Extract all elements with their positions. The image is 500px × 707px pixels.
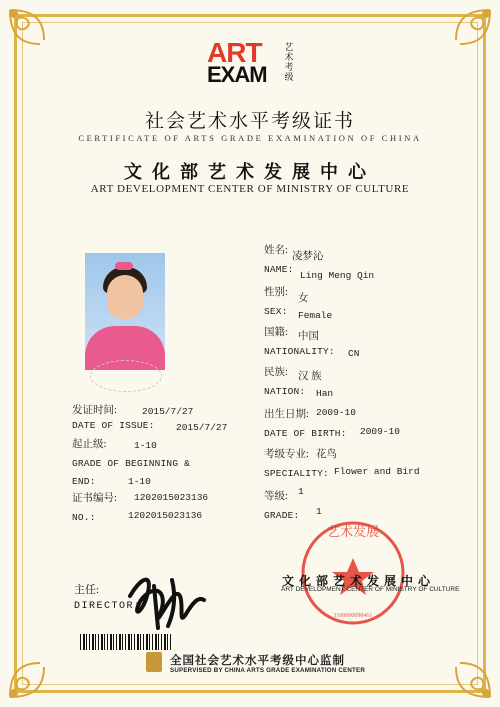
speciality-value-en: Flower and Bird bbox=[334, 466, 420, 477]
holder-photo bbox=[85, 253, 165, 370]
corner-ornament-icon bbox=[4, 633, 74, 703]
nationality-label-cn: 国籍: bbox=[264, 327, 288, 338]
logo-exam-text: EXAM bbox=[207, 62, 267, 87]
grade-range-value-cn: 1-10 bbox=[134, 440, 157, 451]
corner-ornament-icon bbox=[426, 4, 496, 74]
photo-emboss-stamp bbox=[90, 360, 162, 392]
issue-date-label-en: DATE OF ISSUE: bbox=[72, 420, 155, 431]
supervisor-logo-icon bbox=[146, 652, 162, 672]
seal-text: 艺术发展 bbox=[326, 524, 380, 539]
birth-label-en: DATE OF BIRTH: bbox=[264, 428, 347, 439]
number-value-cn: 1202015023136 bbox=[134, 492, 209, 503]
name-label-cn: 姓名: bbox=[264, 245, 288, 256]
department-title-cn: 文化部艺术发展中心 bbox=[124, 162, 376, 182]
grade-range-label-en: GRADE OF BEGINNING & bbox=[72, 458, 191, 469]
signing-center-en: ART DEVELOPMENT CENTER OF MINISTRY OF CULTURE bbox=[281, 586, 460, 593]
footer-supervised-cn: 全国社会艺术水平考级中心监制 bbox=[170, 655, 345, 667]
nation-label-en: NATION: bbox=[264, 386, 306, 397]
nation-label-cn: 民族: bbox=[264, 367, 288, 378]
issue-date-label-cn: 发证时间: bbox=[72, 405, 117, 416]
nationality-value-cn: 中国 bbox=[298, 331, 319, 342]
corner-ornament-icon bbox=[426, 633, 496, 703]
grade-range-label-cn: 起止级: bbox=[72, 439, 107, 450]
number-value-en: 1202015023136 bbox=[128, 510, 203, 521]
sex-label-en: SEX: bbox=[264, 306, 288, 317]
grade-value-en: 1 bbox=[316, 506, 322, 517]
issue-date-value-en: 2015/7/27 bbox=[176, 422, 228, 433]
birth-value-cn: 2009-10 bbox=[316, 407, 356, 418]
nationality-value-en: CN bbox=[348, 348, 360, 359]
grade-label-en: GRADE: bbox=[264, 510, 300, 521]
certificate-title-en: CERTIFICATE OF ARTS GRADE EXAMINATION OF CHINA bbox=[78, 133, 422, 143]
name-label-en: NAME: bbox=[264, 264, 294, 275]
nation-value-en: Han bbox=[316, 388, 334, 399]
birth-value-en: 2009-10 bbox=[360, 426, 400, 437]
sex-value-cn: 女 bbox=[298, 293, 309, 304]
speciality-label-cn: 考级专业: bbox=[264, 449, 309, 460]
speciality-label-en: SPECIALITY: bbox=[264, 468, 329, 479]
department-title-en: ART DEVELOPMENT CENTER OF MINISTRY OF CULTURE bbox=[90, 183, 410, 195]
number-label-cn: 证书编号: bbox=[72, 493, 117, 504]
name-value-cn: 凌梦沁 bbox=[292, 251, 324, 262]
signing-center-cn: 文化部艺术发展中心 bbox=[282, 574, 436, 588]
grade-label-cn: 等级: bbox=[264, 491, 288, 502]
corner-ornament-icon bbox=[4, 4, 74, 74]
director-label-cn: 主任: bbox=[74, 584, 100, 596]
certificate-title-cn: 社会艺术水平考级证书 bbox=[144, 111, 355, 132]
barcode bbox=[80, 634, 172, 650]
handwritten-signature-icon bbox=[124, 566, 208, 632]
nationality-label-en: NATIONALITY: bbox=[264, 346, 335, 357]
seal-number: 1100000098461 bbox=[333, 613, 373, 619]
sex-value-en: Female bbox=[298, 310, 333, 321]
sex-label-cn: 性别: bbox=[264, 287, 288, 298]
grade-value-cn: 1 bbox=[298, 486, 304, 497]
birth-label-cn: 出生日期: bbox=[264, 409, 309, 420]
grade-end-label-en: END: bbox=[72, 476, 96, 487]
logo-art-text: ART bbox=[207, 37, 262, 68]
issue-date-value-cn: 2015/7/27 bbox=[142, 406, 194, 417]
number-label-en: NO.: bbox=[72, 512, 96, 523]
name-value-en: Ling Meng Qin bbox=[300, 270, 375, 281]
footer-supervised-en: SUPERVISED BY CHINA ARTS GRADE EXAMINATION CENTER bbox=[170, 667, 365, 674]
speciality-value-cn: 花鸟 bbox=[316, 449, 337, 460]
art-exam-logo bbox=[207, 37, 297, 88]
grade-range-value-en: 1-10 bbox=[128, 476, 151, 487]
nation-value-cn: 汉 族 bbox=[298, 371, 322, 382]
logo-vertical-text: 艺术考级 bbox=[284, 42, 294, 82]
director-label-en: DIRECTOR: bbox=[74, 601, 142, 612]
